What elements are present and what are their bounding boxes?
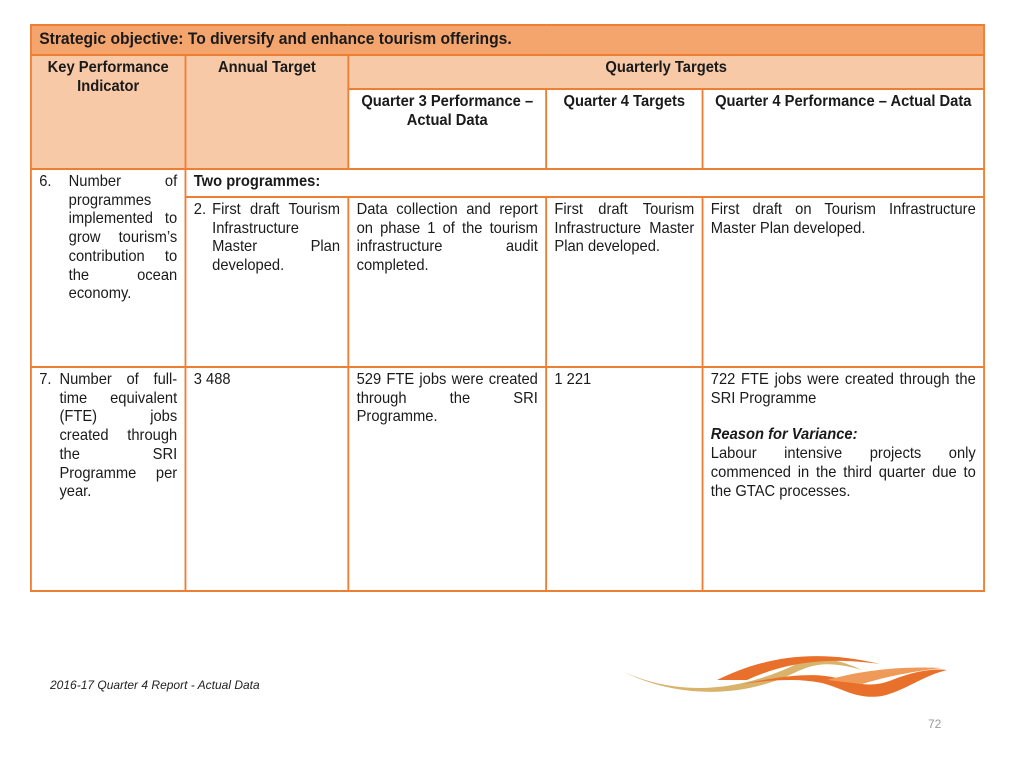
kpi-number: 7. (39, 371, 52, 388)
q4-actual-cell: First draft on Tourism Infrastructure Master Plan developed. (703, 197, 985, 367)
annual-target-cell (185, 197, 348, 367)
footer-note: 2016-17 Quarter 4 Report - Actual Data (50, 678, 260, 692)
page-number: 72 (928, 717, 942, 731)
annual-target-cell: 3 488 (185, 367, 348, 591)
kpi-text: Number of programmes implemented to grow tourism’s contribution to the ocean economy. (68, 173, 178, 303)
header-quarterly-targets: Quarterly Targets (348, 55, 984, 89)
header-kpi: Key Performance Indicator (31, 55, 186, 169)
kpi-cell-6 (31, 169, 186, 367)
q4-actual-text: 722 FTE jobs were created through the SRI Programme (710, 371, 976, 407)
q4-target-cell: First draft Tourism Infrastructure Master Plan developed. (546, 197, 702, 367)
header-q4-targets: Quarter 4 Targets (546, 89, 702, 169)
annual-number: 2. (193, 201, 207, 218)
q4-target-cell: 1 221 (546, 367, 702, 591)
kpi-table (30, 24, 985, 592)
objective-row (31, 25, 984, 55)
kpi-cell-7 (31, 367, 186, 591)
reason-text: Labour intensive projects only commenced in the third quarter due to the GTAC processes. (710, 445, 976, 500)
q3-actual-cell: Data collection and report on phase 1 of the tourism infrastructure audit completed. (348, 197, 546, 367)
annual-heading: Two programmes: (185, 169, 984, 197)
header-q3-actual: Quarter 3 Performance – Actual Data (348, 89, 546, 169)
kpi-text: Number of full-time equivalent (FTE) jobs created through the SRI Programme per year. (59, 371, 178, 501)
swoosh-logo-icon (622, 650, 952, 700)
table-row (31, 367, 984, 591)
q3-actual-cell: 529 FTE jobs were created through the SRI Programme. (348, 367, 546, 591)
header-row-1 (31, 55, 984, 89)
strategic-objective: Strategic objective: To diversify and enhance tourism offerings. (31, 25, 984, 55)
q4-actual-cell (703, 367, 985, 591)
row-6-heading (31, 169, 984, 197)
reason-label: Reason for Variance: (710, 426, 858, 444)
header-annual-target: Annual Target (185, 55, 348, 169)
annual-text: First draft Tourism Infrastructure Master Plan developed. (212, 201, 341, 275)
kpi-number: 6. (39, 173, 52, 190)
header-q4-actual: Quarter 4 Performance – Actual Data (703, 89, 985, 169)
